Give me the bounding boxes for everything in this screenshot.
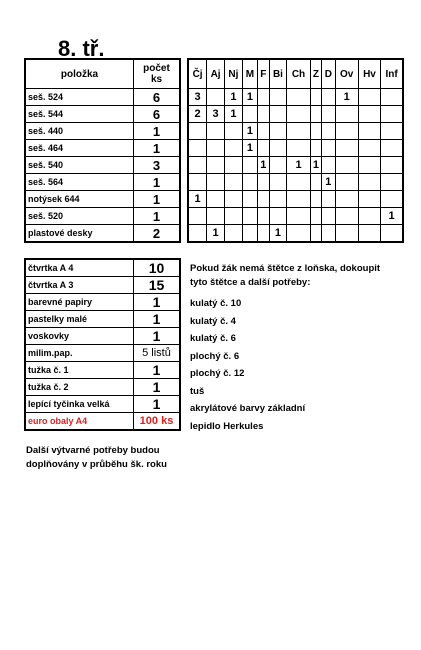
- item-name: plastové desky: [25, 225, 134, 243]
- subject-cell: [257, 208, 269, 225]
- table-row: [25, 157, 180, 174]
- subject-cell: [322, 140, 335, 157]
- subject-cell: [322, 225, 335, 243]
- subject-cell: [322, 106, 335, 123]
- item-count: 1: [134, 294, 181, 311]
- subject-cell: [287, 106, 310, 123]
- subject-header: Inf: [381, 59, 403, 89]
- item-count: 1: [134, 140, 181, 157]
- item-name: čtvrtka A 4: [25, 259, 134, 277]
- subject-cell: [322, 208, 335, 225]
- item-name: barevné papiry: [25, 294, 134, 311]
- table-row: [25, 225, 180, 243]
- table-row: [25, 311, 180, 328]
- item-count: 1: [134, 174, 181, 191]
- subject-cell: [287, 140, 310, 157]
- subject-cell: [224, 140, 242, 157]
- page-title: 8. tř.: [58, 36, 105, 61]
- subject-cell: [310, 140, 322, 157]
- subject-header: Čj: [188, 59, 207, 89]
- subject-cell: [381, 191, 403, 208]
- item-name: seš. 544: [25, 106, 134, 123]
- subject-cell: [257, 225, 269, 243]
- subject-cell: [242, 208, 257, 225]
- subject-header: M: [242, 59, 257, 89]
- subject-header: Bi: [269, 59, 287, 89]
- subject-cell: [335, 123, 358, 140]
- table-row: [25, 140, 180, 157]
- subject-cell: 1: [322, 174, 335, 191]
- subject-header: Z: [310, 59, 322, 89]
- subject-cell: [287, 89, 310, 106]
- subject-cell: [207, 89, 225, 106]
- subject-cell: [381, 140, 403, 157]
- table-row: [188, 157, 403, 174]
- table-row: [25, 208, 180, 225]
- table-row: [188, 89, 403, 106]
- subject-cell: [257, 106, 269, 123]
- item-name: seš. 540: [25, 157, 134, 174]
- item-name: čtvrtka A 3: [25, 277, 134, 294]
- item-name: seš. 524: [25, 89, 134, 106]
- item-name: notýsek 644: [25, 191, 134, 208]
- subject-cell: [335, 208, 358, 225]
- subject-header: Hv: [358, 59, 380, 89]
- item-count: 6: [134, 106, 181, 123]
- table-row: [25, 328, 180, 345]
- subject-cell: [269, 123, 287, 140]
- table-row: [25, 345, 180, 362]
- subject-cell: [358, 174, 380, 191]
- subject-cell: [224, 174, 242, 191]
- item-count: 6: [134, 89, 181, 106]
- subject-cell: [269, 174, 287, 191]
- subject-cell: [224, 157, 242, 174]
- subject-cell: 3: [207, 106, 225, 123]
- subject-cell: [269, 89, 287, 106]
- item-count: 15: [134, 277, 181, 294]
- table-row: [25, 413, 180, 431]
- item-count: 10: [134, 259, 181, 277]
- subject-cell: [287, 174, 310, 191]
- subject-cell: [287, 225, 310, 243]
- brush-item: kulatý č. 10: [190, 298, 242, 309]
- subject-cell: 1: [242, 89, 257, 106]
- subject-cell: [381, 123, 403, 140]
- subject-cell: 1: [242, 140, 257, 157]
- subject-cell: [381, 89, 403, 106]
- table-row: [188, 208, 403, 225]
- subject-cell: [188, 140, 207, 157]
- subject-cell: [207, 140, 225, 157]
- item-count: 1: [134, 396, 181, 413]
- subject-cell: 1: [310, 157, 322, 174]
- item-name: voskovky: [25, 328, 134, 345]
- item-count: 1: [134, 311, 181, 328]
- subject-cell: 3: [188, 89, 207, 106]
- subject-cell: [358, 208, 380, 225]
- item-count: 1: [134, 379, 181, 396]
- subject-cell: [335, 191, 358, 208]
- table-row: [188, 174, 403, 191]
- subject-cell: [335, 174, 358, 191]
- subject-cell: [381, 174, 403, 191]
- subject-cell: [188, 157, 207, 174]
- brush-note: Pokud žák nemá štětce z loňska, dokoupit tyto štětce a další potřeby:: [190, 263, 381, 288]
- subject-cell: [207, 191, 225, 208]
- item-count: 1: [134, 123, 181, 140]
- bottom-note: Další výtvarné potřeby budou doplňovány v průběhu šk. roku: [26, 445, 167, 470]
- table-row: [25, 396, 180, 413]
- supplies-table: [24, 58, 181, 243]
- brush-item: lepidlo Herkules: [190, 420, 264, 432]
- brush-list: [190, 295, 305, 435]
- brush-item: plochý č. 6: [190, 350, 240, 362]
- brush-item: tuš: [190, 385, 205, 397]
- subject-header: Ch: [287, 59, 310, 89]
- subject-cell: [358, 225, 380, 243]
- subject-cell: [335, 140, 358, 157]
- item-name: seš. 440: [25, 123, 134, 140]
- subject-cell: [257, 89, 269, 106]
- subject-cell: [224, 191, 242, 208]
- subject-cell: [207, 208, 225, 225]
- subject-cell: [257, 191, 269, 208]
- table-row: [25, 277, 180, 294]
- subject-cell: [188, 225, 207, 243]
- subject-cell: [207, 174, 225, 191]
- subject-cell: [310, 123, 322, 140]
- item-name: lepící tyčinka velká: [25, 396, 134, 413]
- subject-cell: [310, 225, 322, 243]
- subject-cell: [310, 106, 322, 123]
- subject-cell: [358, 157, 380, 174]
- table-row: [25, 174, 180, 191]
- brush-item: kulatý č. 6: [190, 333, 236, 344]
- item-count: 1: [134, 191, 181, 208]
- item-name: seš. 564: [25, 174, 134, 191]
- subject-cell: [188, 208, 207, 225]
- table-row: [25, 106, 180, 123]
- item-name: seš. 520: [25, 208, 134, 225]
- subject-cell: [257, 123, 269, 140]
- item-count: 1: [134, 328, 181, 345]
- subject-cell: [207, 123, 225, 140]
- subject-header: D: [322, 59, 335, 89]
- brush-item: plochý č. 12: [190, 368, 245, 379]
- art-supplies-table: [24, 258, 181, 431]
- subject-cell: [358, 191, 380, 208]
- subject-cell: [269, 140, 287, 157]
- subject-cell: [358, 123, 380, 140]
- table-row: [25, 259, 180, 277]
- subject-cell: 1: [381, 208, 403, 225]
- brush-item: akrylátové barvy základní: [190, 403, 306, 414]
- subject-cell: [310, 208, 322, 225]
- subject-cell: [242, 174, 257, 191]
- subject-cell: 2: [188, 106, 207, 123]
- subject-cell: 1: [188, 191, 207, 208]
- col-count-header: počet ks: [134, 59, 181, 89]
- subject-cell: [242, 106, 257, 123]
- subject-header: Aj: [207, 59, 225, 89]
- table-row: [25, 379, 180, 396]
- subject-cell: [335, 106, 358, 123]
- table-row: [188, 225, 403, 243]
- table-row: [25, 294, 180, 311]
- subject-cell: 1: [207, 225, 225, 243]
- subject-cell: [269, 191, 287, 208]
- subject-cell: [269, 106, 287, 123]
- table-row: [188, 106, 403, 123]
- subject-cell: 1: [224, 89, 242, 106]
- brush-item: kulatý č. 4: [190, 315, 236, 327]
- subject-header: Ov: [335, 59, 358, 89]
- subject-cell: [242, 157, 257, 174]
- subject-cell: [207, 157, 225, 174]
- subject-cell: [310, 174, 322, 191]
- subject-cell: [287, 191, 310, 208]
- subject-cell: [310, 89, 322, 106]
- subject-cell: [242, 191, 257, 208]
- subject-cell: 1: [287, 157, 310, 174]
- item-count: 2: [134, 225, 181, 243]
- subject-cell: [358, 89, 380, 106]
- item-name: euro obaly A4: [25, 413, 134, 431]
- table-row: [25, 89, 180, 106]
- item-count: 3: [134, 157, 181, 174]
- item-name: tužka č. 1: [25, 362, 134, 379]
- table-row: [188, 123, 403, 140]
- table-row: [188, 191, 403, 208]
- subject-cell: [257, 174, 269, 191]
- table-row: [25, 123, 180, 140]
- subject-cell: [257, 140, 269, 157]
- item-count: 1: [134, 362, 181, 379]
- subject-cell: [381, 106, 403, 123]
- subject-cell: [310, 191, 322, 208]
- subject-header: Nj: [224, 59, 242, 89]
- col-item-header: položka: [25, 59, 134, 89]
- subject-cell: [322, 123, 335, 140]
- item-count: 1: [134, 208, 181, 225]
- item-name: tužka č. 2: [25, 379, 134, 396]
- subject-header: F: [257, 59, 269, 89]
- subject-cell: [335, 225, 358, 243]
- item-name: pastelky malé: [25, 311, 134, 328]
- item-name: seš. 464: [25, 140, 134, 157]
- item-name: milim.pap.: [25, 345, 134, 362]
- subject-cell: [287, 208, 310, 225]
- table-row: [25, 362, 180, 379]
- subject-cell: [358, 106, 380, 123]
- subject-cell: [269, 157, 287, 174]
- table-row: [25, 191, 180, 208]
- subject-cell: [188, 123, 207, 140]
- subject-cell: 1: [269, 225, 287, 243]
- subject-cell: [335, 157, 358, 174]
- subject-cell: [287, 123, 310, 140]
- item-count: 5 listů: [134, 345, 181, 362]
- subject-cell: 1: [335, 89, 358, 106]
- item-count: 100 ks: [134, 413, 181, 431]
- subject-cell: [224, 208, 242, 225]
- subject-cell: [381, 157, 403, 174]
- subject-cell: [224, 123, 242, 140]
- table-row: [188, 140, 403, 157]
- subject-cell: [269, 208, 287, 225]
- subject-cell: [322, 89, 335, 106]
- subject-cell: 1: [224, 106, 242, 123]
- subjects-table: [187, 58, 404, 243]
- subject-cell: [242, 225, 257, 243]
- subject-cell: [224, 225, 242, 243]
- subject-cell: 1: [242, 123, 257, 140]
- subject-cell: 1: [257, 157, 269, 174]
- subject-cell: [188, 174, 207, 191]
- subject-cell: [358, 140, 380, 157]
- subject-cell: [322, 157, 335, 174]
- subject-cell: [322, 191, 335, 208]
- subject-cell: [381, 225, 403, 243]
